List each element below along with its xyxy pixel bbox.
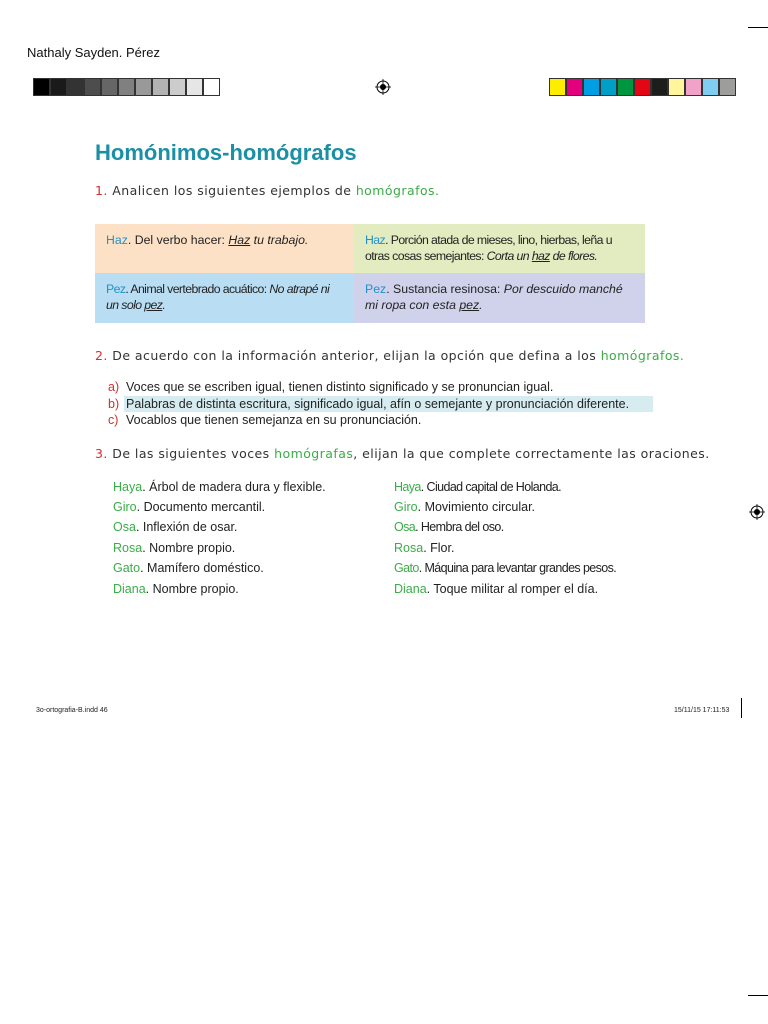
example: Corta un (486, 249, 532, 263)
gray-swatch-0 (33, 78, 50, 96)
gray-swatch-7 (152, 78, 169, 96)
example: Por descuido manché mi ropa con esta (365, 282, 623, 312)
gray-swatch-5 (118, 78, 135, 96)
homograph-definition: . Máquina para levantar grandes pesos. (418, 561, 617, 575)
homograph-word: Haya (113, 480, 143, 494)
option-a[interactable] (108, 380, 553, 394)
list-item-left-0 (113, 480, 326, 494)
table-cell-haz-noun (354, 224, 645, 273)
list-item-right-3 (394, 541, 454, 555)
question-text: De las siguientes voces (112, 446, 270, 461)
crop-mark-footer (741, 698, 742, 718)
homograph-word: Gato (113, 561, 141, 575)
gray-swatch-9 (186, 78, 203, 96)
option-letter: a) (108, 380, 120, 394)
list-item-left-3 (113, 541, 235, 555)
question-text: De acuerdo con la información anterior, elijan la opción que defina a los (112, 348, 597, 363)
gray-swatch-2 (67, 78, 84, 96)
homograph-definition: . Ciudad capital de Holanda. (420, 480, 562, 494)
gray-swatch-8 (169, 78, 186, 96)
homograph-definition: . Toque militar al romper el día. (426, 582, 599, 596)
list-item-left-5 (113, 582, 239, 596)
example-end: . (479, 298, 483, 312)
example-underlined: haz (531, 249, 550, 263)
page-title: Homónimos-homógrafos (95, 140, 357, 165)
question-highlight: homógrafos. (355, 183, 440, 198)
question-text: Analicen los siguientes ejemplos de (112, 183, 352, 198)
homograph-example-table (95, 224, 645, 323)
option-letter: c) (108, 413, 119, 427)
homograph-definition: . Árbol de madera dura y flexible. (142, 480, 326, 494)
headword: Pez (365, 282, 387, 296)
list-item-left-2 (113, 520, 237, 534)
gray-swatch-bar (33, 78, 220, 96)
definition: . Animal vertebrado acuático: (125, 282, 270, 296)
homograph-word: Diana (113, 582, 146, 596)
homograph-definition: . Documento mercantil. (136, 500, 266, 514)
author-name: Nathaly Sayden. Pérez (27, 45, 160, 60)
homograph-definition: . Hembra del oso. (415, 520, 504, 534)
list-item-left-1 (113, 500, 265, 514)
homograph-word: Osa (113, 520, 136, 534)
homograph-definition: . Nombre propio. (142, 541, 236, 555)
question-3 (95, 446, 710, 461)
homograph-definition: . Flor. (423, 541, 455, 555)
question-text-end: , elijan la que complete correctamente las oraciones. (353, 446, 710, 461)
homograph-word: Gato (394, 561, 419, 575)
list-item-right-0 (394, 480, 561, 494)
footer-file-name: 3o-ortografia-B.indd 46 (36, 707, 108, 714)
definition: . Porción atada de mieses, lino, hierbas, leña u otras cosas semejantes: (365, 233, 612, 263)
color-swatch-8 (685, 78, 702, 96)
homograph-word: Rosa (394, 541, 424, 555)
example-underlined: pez (459, 298, 480, 312)
headword: Pez (106, 282, 126, 296)
option-text: Voces que se escriben igual, tienen distinto significado y se pronuncian igual. (126, 380, 554, 394)
list-item-right-1 (394, 500, 535, 514)
example: No atrapé ni un solo (106, 282, 330, 312)
question-2 (95, 348, 684, 363)
color-swatch-1 (566, 78, 583, 96)
question-highlight: homógrafas (274, 446, 354, 461)
color-swatch-3 (600, 78, 617, 96)
definition: . Sustancia resinosa: (386, 282, 504, 296)
footer-timestamp: 15/11/15 17:11:53 (674, 707, 730, 714)
registration-mark-right (749, 504, 765, 520)
option-text: Vocablos que tienen semejanza en su pronunciación. (126, 413, 422, 427)
homograph-definition: . Inflexión de osar. (135, 520, 238, 534)
homograph-definition: . Movimiento circular. (417, 500, 536, 514)
homograph-word: Diana (394, 582, 427, 596)
table-cell-pez-animal (95, 273, 354, 323)
definition: . Del verbo hacer: (127, 233, 229, 247)
color-swatch-4 (617, 78, 634, 96)
question-1 (95, 183, 439, 198)
option-text: Palabras de distinta escritura, significado igual, afín o semejante y pronunciación diferente. (126, 397, 630, 411)
gray-swatch-10 (203, 78, 220, 96)
homograph-word: Rosa (113, 541, 143, 555)
example-underlined: pez (144, 298, 163, 312)
headword: Haz (365, 233, 386, 247)
homograph-definition: . Nombre propio. (145, 582, 239, 596)
homograph-word: Haya (394, 480, 421, 494)
gray-swatch-3 (84, 78, 101, 96)
gray-swatch-6 (135, 78, 152, 96)
crop-mark-bottom-right (748, 995, 768, 996)
example: tu trabajo. (250, 233, 309, 247)
question-number: 2. (95, 348, 108, 363)
crop-mark-top-right (748, 27, 768, 28)
color-swatch-bar (549, 78, 736, 96)
option-b[interactable] (108, 397, 629, 411)
example-end: . (162, 298, 166, 312)
color-swatch-0 (549, 78, 566, 96)
homograph-definition: . Mamífero doméstico. (140, 561, 264, 575)
headword: Haz (106, 233, 128, 247)
question-number: 3. (95, 446, 108, 461)
question-highlight: homógrafos. (600, 348, 685, 363)
homograph-word: Giro (113, 500, 137, 514)
color-swatch-2 (583, 78, 600, 96)
option-letter: b) (108, 397, 120, 411)
color-swatch-10 (719, 78, 736, 96)
list-item-right-2 (394, 520, 504, 534)
option-c[interactable] (108, 413, 421, 427)
color-swatch-6 (651, 78, 668, 96)
homograph-word: Osa (394, 520, 416, 534)
question-number: 1. (95, 183, 108, 198)
homograph-word: Giro (394, 500, 418, 514)
list-item-right-4 (394, 561, 616, 575)
color-swatch-7 (668, 78, 685, 96)
gray-swatch-1 (50, 78, 67, 96)
table-cell-pez-resin (354, 273, 645, 323)
list-item-right-5 (394, 582, 598, 596)
example-underlined: Haz (228, 233, 251, 247)
color-swatch-9 (702, 78, 719, 96)
gray-swatch-4 (101, 78, 118, 96)
table-cell-haz-verb (95, 224, 354, 273)
list-item-left-4 (113, 561, 264, 575)
color-swatch-5 (634, 78, 651, 96)
registration-mark-top (375, 79, 391, 95)
example-end: de flores. (549, 249, 598, 263)
